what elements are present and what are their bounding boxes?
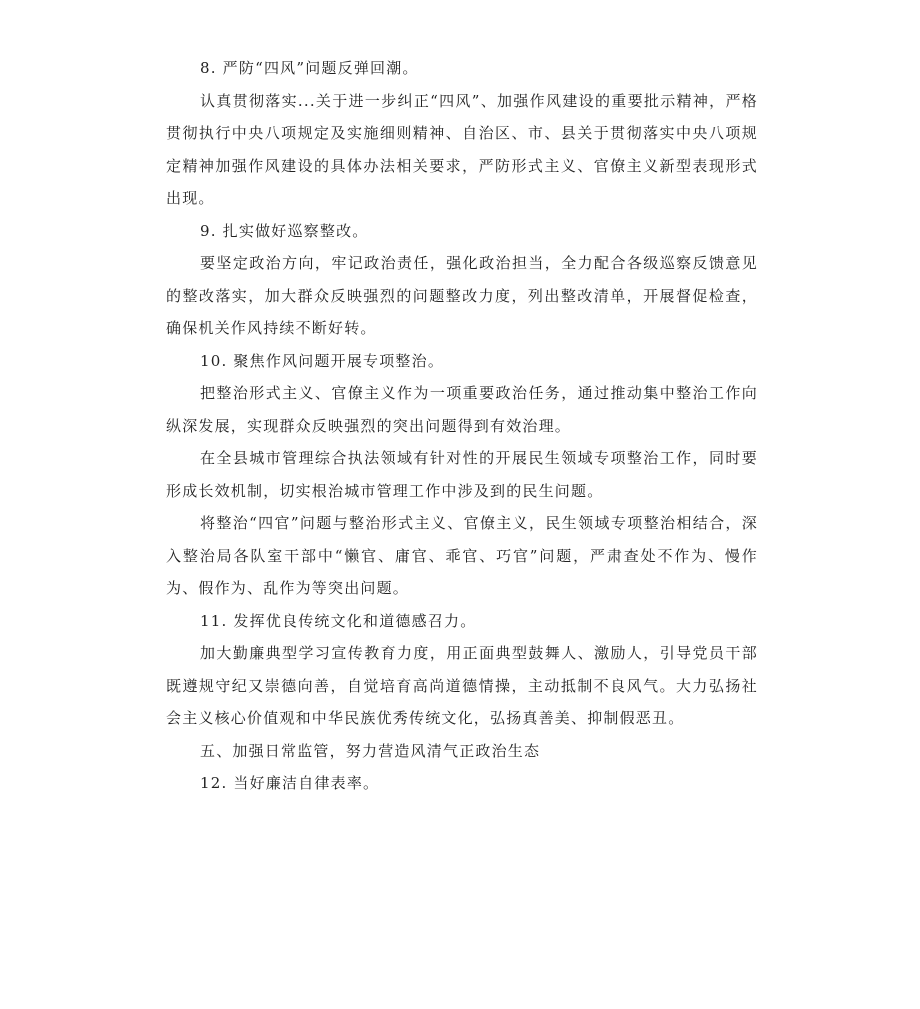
- paragraph: 将整治“四官”问题与整治形式主义、官僚主义，民生领域专项整治相结合，深入整治局各队室干部中“懒官、庸官、乖官、巧官”问题，严肃查处不作为、慢作为、假作为、乱作为等突出问题。: [166, 514, 758, 597]
- paragraph: 加大勤廉典型学习宣传教育力度，用正面典型鼓舞人、激励人，引导党员干部既遵规守纪又崇德向善，自觉培育高尚道德情操，主动抵制不良风气。大力弘扬社会主义核心价值观和中华民族优秀传统文化，弘扬真善美、抑制假恶丑。: [166, 644, 758, 727]
- section-heading-12: 12. 当好廉洁自律表率。: [200, 774, 380, 792]
- section-heading-11: 11. 发挥优良传统文化和道德感召力。: [200, 611, 477, 630]
- document-body: [166, 52, 758, 800]
- paragraph: 把整治形式主义、官僚主义作为一项重要政治任务，通过推动集中整治工作向纵深发展，实现群众反映强烈的突出问题得到有效治理。: [166, 384, 758, 435]
- paragraph: 在全县城市管理综合执法领域有针对性的开展民生领域专项整治工作，同时要形成长效机制，切实根治城市管理工作中涉及到的民生问题。: [166, 449, 758, 500]
- section-heading-10: 10. 聚焦作风问题开展专项整治。: [200, 351, 445, 370]
- section-heading-9: 9. 扎实做好巡察整改。: [200, 221, 369, 240]
- section-heading-8: 8. 严防“四风”问题反弹回潮。: [200, 59, 419, 77]
- paragraph: 认真贯彻落实...关于进一步纠正“四风”、加强作风建设的重要批示精神，严格贯彻执行中央八项规定及实施细则精神、自治区、市、县关于贯彻落实中央八项规定精神加强作风建设的具体办法相关要求，严防形式主义、官僚主义新型表现形式出现。: [166, 91, 758, 207]
- chapter-heading-5: 五、加强日常监管，努力营造风清气正政治生态: [200, 741, 541, 760]
- paragraph: 要坚定政治方向，牢记政治责任，强化政治担当，全力配合各级巡察反馈意见的整改落实，加大群众反映强烈的问题整改力度，列出整改清单，开展督促检查，确保机关作风持续不断好转。: [166, 254, 758, 337]
